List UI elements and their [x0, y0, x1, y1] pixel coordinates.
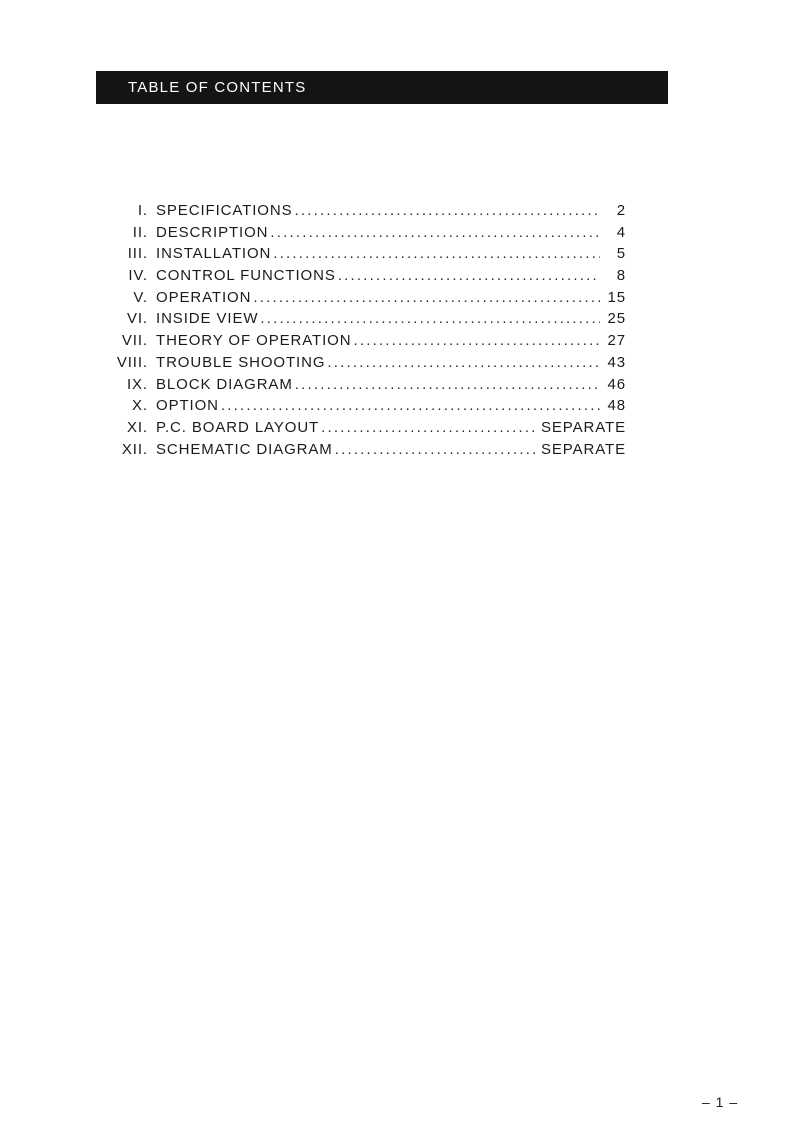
- page-number: – 1 –: [702, 1094, 739, 1110]
- toc-entry-title: CONTROL FUNCTIONS: [156, 267, 336, 285]
- toc-entry: [96, 243, 636, 265]
- toc-entry: [96, 287, 636, 309]
- toc-entry-title: OPERATION: [156, 288, 252, 306]
- toc-entry-title: TROUBLE SHOOTING: [156, 353, 326, 371]
- toc-entry-number: IV.: [128, 267, 148, 285]
- toc-entry-page: SEPARATE: [541, 418, 626, 436]
- toc-entry-number: III.: [127, 245, 148, 263]
- dot-leader: [335, 439, 535, 461]
- toc-entry-title: SPECIFICATIONS: [156, 202, 293, 219]
- toc-entry-page: 5: [616, 245, 626, 263]
- toc-entry-page: 48: [607, 397, 626, 415]
- toc-entry: [96, 200, 636, 222]
- toc-entry-page: 8: [616, 267, 626, 285]
- dot-leader: [270, 222, 600, 244]
- dot-leader: [295, 374, 600, 396]
- dot-leader: [221, 395, 600, 417]
- toc-entry-title: THEORY OF OPERATION: [156, 332, 352, 350]
- toc-entry-number: X.: [132, 397, 148, 415]
- toc-entry: [96, 222, 636, 244]
- toc-entry: [96, 330, 636, 352]
- toc-entry-page: 46: [607, 375, 626, 393]
- dot-leader: [321, 417, 535, 439]
- toc-entry-number: I.: [137, 202, 148, 219]
- toc-entry: [96, 439, 636, 461]
- toc-entry-number: XII.: [121, 440, 148, 458]
- toc-entry: [96, 265, 636, 287]
- dot-leader: [327, 352, 600, 374]
- toc-entry: [96, 308, 636, 330]
- dot-leader: [253, 287, 600, 309]
- toc-entry-number: VI.: [126, 310, 148, 328]
- toc-entry-page: 27: [607, 332, 626, 350]
- toc-entry: [96, 374, 636, 396]
- dot-leader: [295, 200, 600, 222]
- toc-entry-page: 25: [607, 310, 626, 328]
- dot-leader: [338, 265, 600, 287]
- toc-entry-page: 2: [616, 202, 626, 219]
- dot-leader: [273, 243, 600, 265]
- toc-entry-title: INSIDE VIEW: [156, 310, 259, 328]
- toc-entry-title: OPTION: [156, 397, 219, 415]
- toc-entry-page: 43: [607, 353, 626, 371]
- toc-entry-number: V.: [133, 288, 148, 306]
- table-of-contents: [96, 200, 636, 460]
- toc-entry-page: SEPARATE: [541, 440, 626, 458]
- toc-entry-number: VIII.: [116, 353, 148, 371]
- toc-entry: [96, 417, 636, 439]
- toc-entry-number: VII.: [121, 332, 148, 350]
- toc-entry-title: BLOCK DIAGRAM: [156, 375, 293, 393]
- toc-entry-number: IX.: [126, 375, 148, 393]
- toc-entry-number: XI.: [126, 418, 148, 436]
- dot-leader: [353, 330, 600, 352]
- toc-entry-title: SCHEMATIC DIAGRAM: [156, 440, 333, 458]
- section-header-bar: [96, 71, 668, 104]
- dot-leader: [260, 308, 600, 330]
- toc-entry: [96, 395, 636, 417]
- toc-entry-page: 4: [616, 223, 626, 241]
- toc-entry-title: INSTALLATION: [156, 245, 272, 263]
- toc-entry-title: P.C. BOARD LAYOUT: [156, 418, 320, 436]
- page-title: TABLE OF CONTENTS: [128, 79, 307, 96]
- toc-entry-number: II.: [132, 223, 148, 241]
- toc-entry: [96, 352, 636, 374]
- toc-entry-title: DESCRIPTION: [156, 223, 269, 241]
- toc-entry-page: 15: [607, 288, 626, 306]
